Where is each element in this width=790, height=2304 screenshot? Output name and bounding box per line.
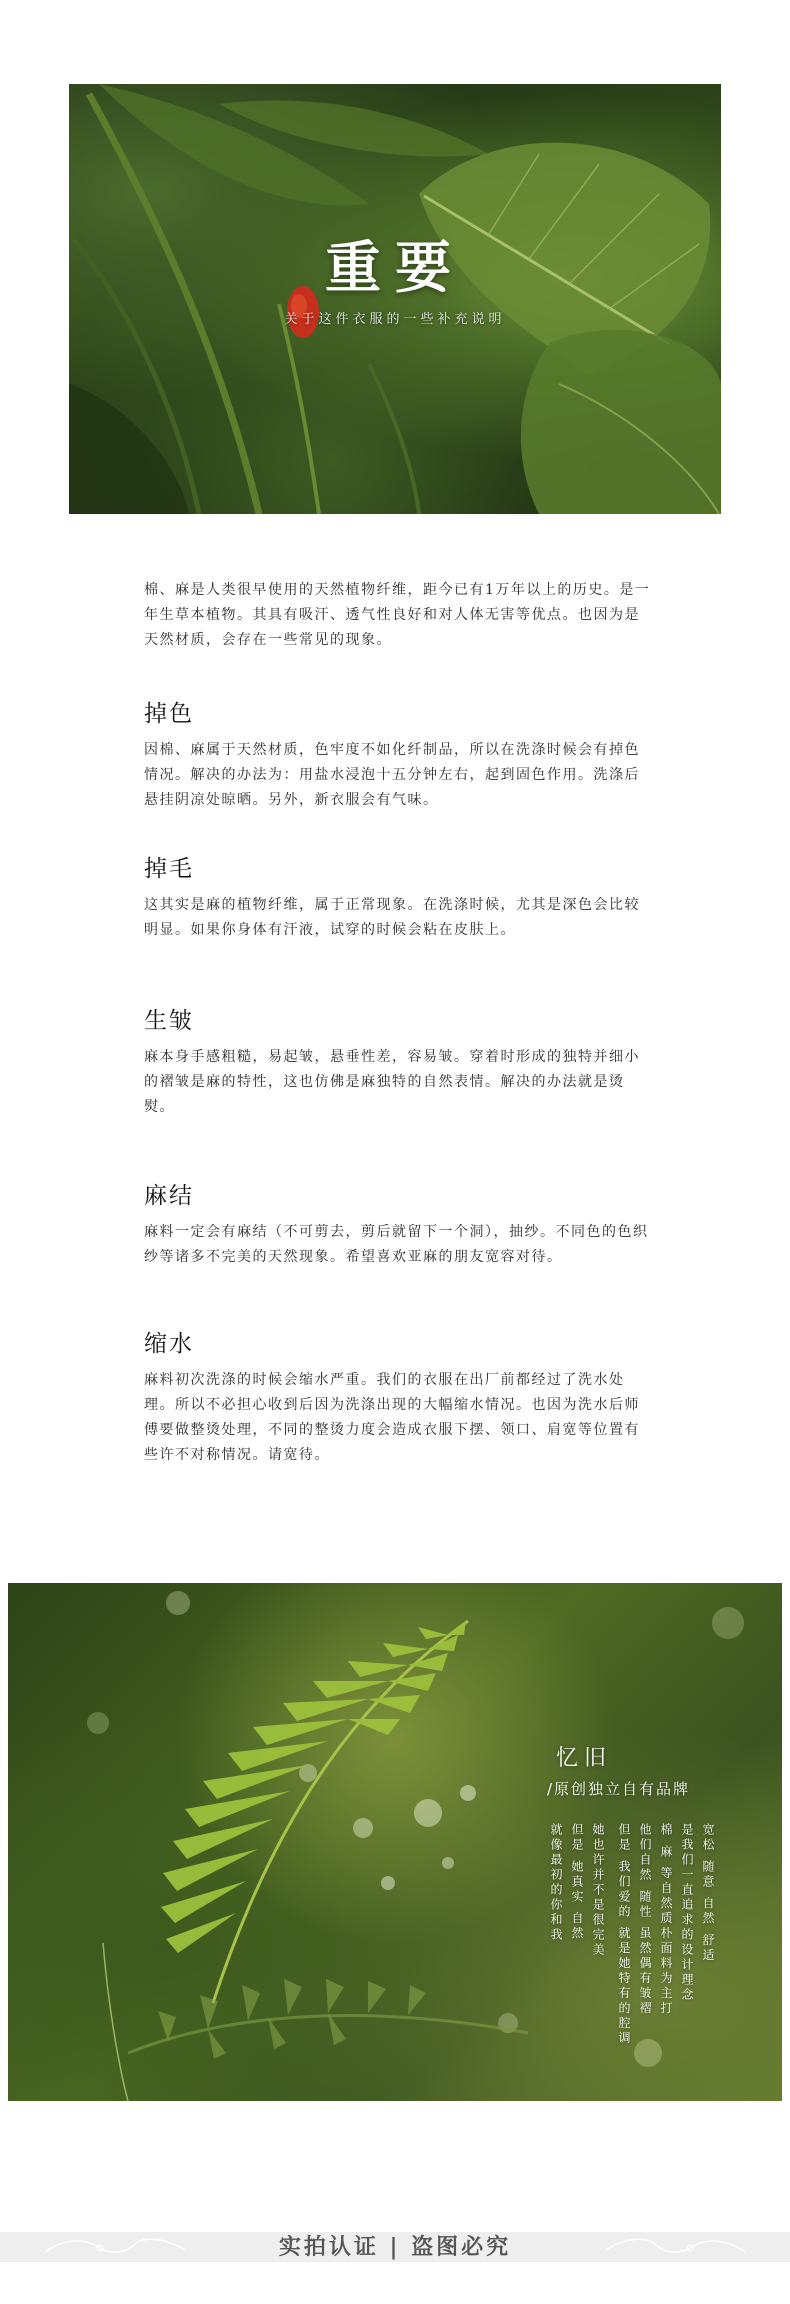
footer-banner [0,2232,790,2262]
section-slubs [144,1180,654,1270]
hero-title: 重要 [325,235,465,301]
brand-poem-line: 就像最初的你和我 [549,1823,563,1943]
section-fading [144,698,654,813]
brand-poem-line: 是我们一直追求的设计理念 [680,1823,694,2003]
section-body: 因棉、麻属于天然材质，色牢度不如化纤制品，所以在洗涤时候会有掉色情况。解决的办法为：用盐水浸泡十五分钟左右，起到固色作用。洗涤后悬挂阴凉处晾晒。另外，新衣服会有气味。 [144,742,640,808]
brand-banner [8,1583,782,2101]
section-wrinkles [144,1005,654,1120]
brand-poem-line: 宽松 随意 自然 舒适 [701,1823,715,1964]
hero-banner [69,84,721,514]
brand-tagline: /原创独立自有品牌 [547,1780,691,1798]
brand-poem-line: 她也许并不是很完美 [591,1823,605,1958]
footer-notice: 实拍认证 | 盗图必究 [278,2234,512,2260]
hero-subtitle: 关于这件衣服的一些补充说明 [284,312,506,327]
section-heading: 麻结 [144,1183,194,1209]
section-heading: 缩水 [144,1331,194,1357]
brand-poem-line: 但是 她真实 自然 [570,1823,584,1942]
brand-poem-line: 但是 我们爱的 就是她特有的腔调 [617,1823,631,2047]
section-shrinkage [144,1328,654,1468]
intro-paragraph: 棉、麻是人类很早使用的天然植物纤维，距今已有1万年以上的历史。是一年生草本植物。其具有吸汗、透气性良好和对人体无害等优点。也因为是天然材质，会存在一些常见的现象。 [144,582,651,648]
section-lint [144,853,654,943]
section-heading: 掉毛 [144,856,194,882]
section-body: 麻料初次洗涤的时候会缩水严重。我们的衣服在出厂前都经过了洗水处理。所以不必担心收到后因为洗涤出现的大幅缩水情况。也因为洗水后师傅要做整烫处理，不同的整烫力度会造成衣服下摆、领口、肩宽等位置有些许不对称情况。请宽待。 [144,1372,640,1463]
brand-poem-line: 棉 麻 等自然质朴面料为主打 [659,1823,673,2017]
brand-poem-line: 他们自然 随性 虽然偶有皱褶 [638,1823,652,2017]
section-body: 麻本身手感粗糙，易起皱，悬垂性差，容易皱。穿着时形成的独特并细小的褶皱是麻的特性，这也仿佛是麻独特的自然表情。解决的办法就是烫熨。 [144,1049,640,1115]
section-heading: 掉色 [144,701,194,727]
section-body: 麻料一定会有麻结（不可剪去，剪后就留下一个洞），抽纱。不同色的色织纱等诸多不完美的天然现象。希望喜欢亚麻的朋友宽容对待。 [144,1224,649,1265]
brand-name: 忆旧 [556,1746,613,1771]
section-body: 这其实是麻的植物纤维，属于正常现象。在洗涤时候，尤其是深色会比较明显。如果你身体有汗液，试穿的时候会粘在皮肤上。 [144,897,640,938]
section-heading: 生皱 [144,1008,194,1034]
